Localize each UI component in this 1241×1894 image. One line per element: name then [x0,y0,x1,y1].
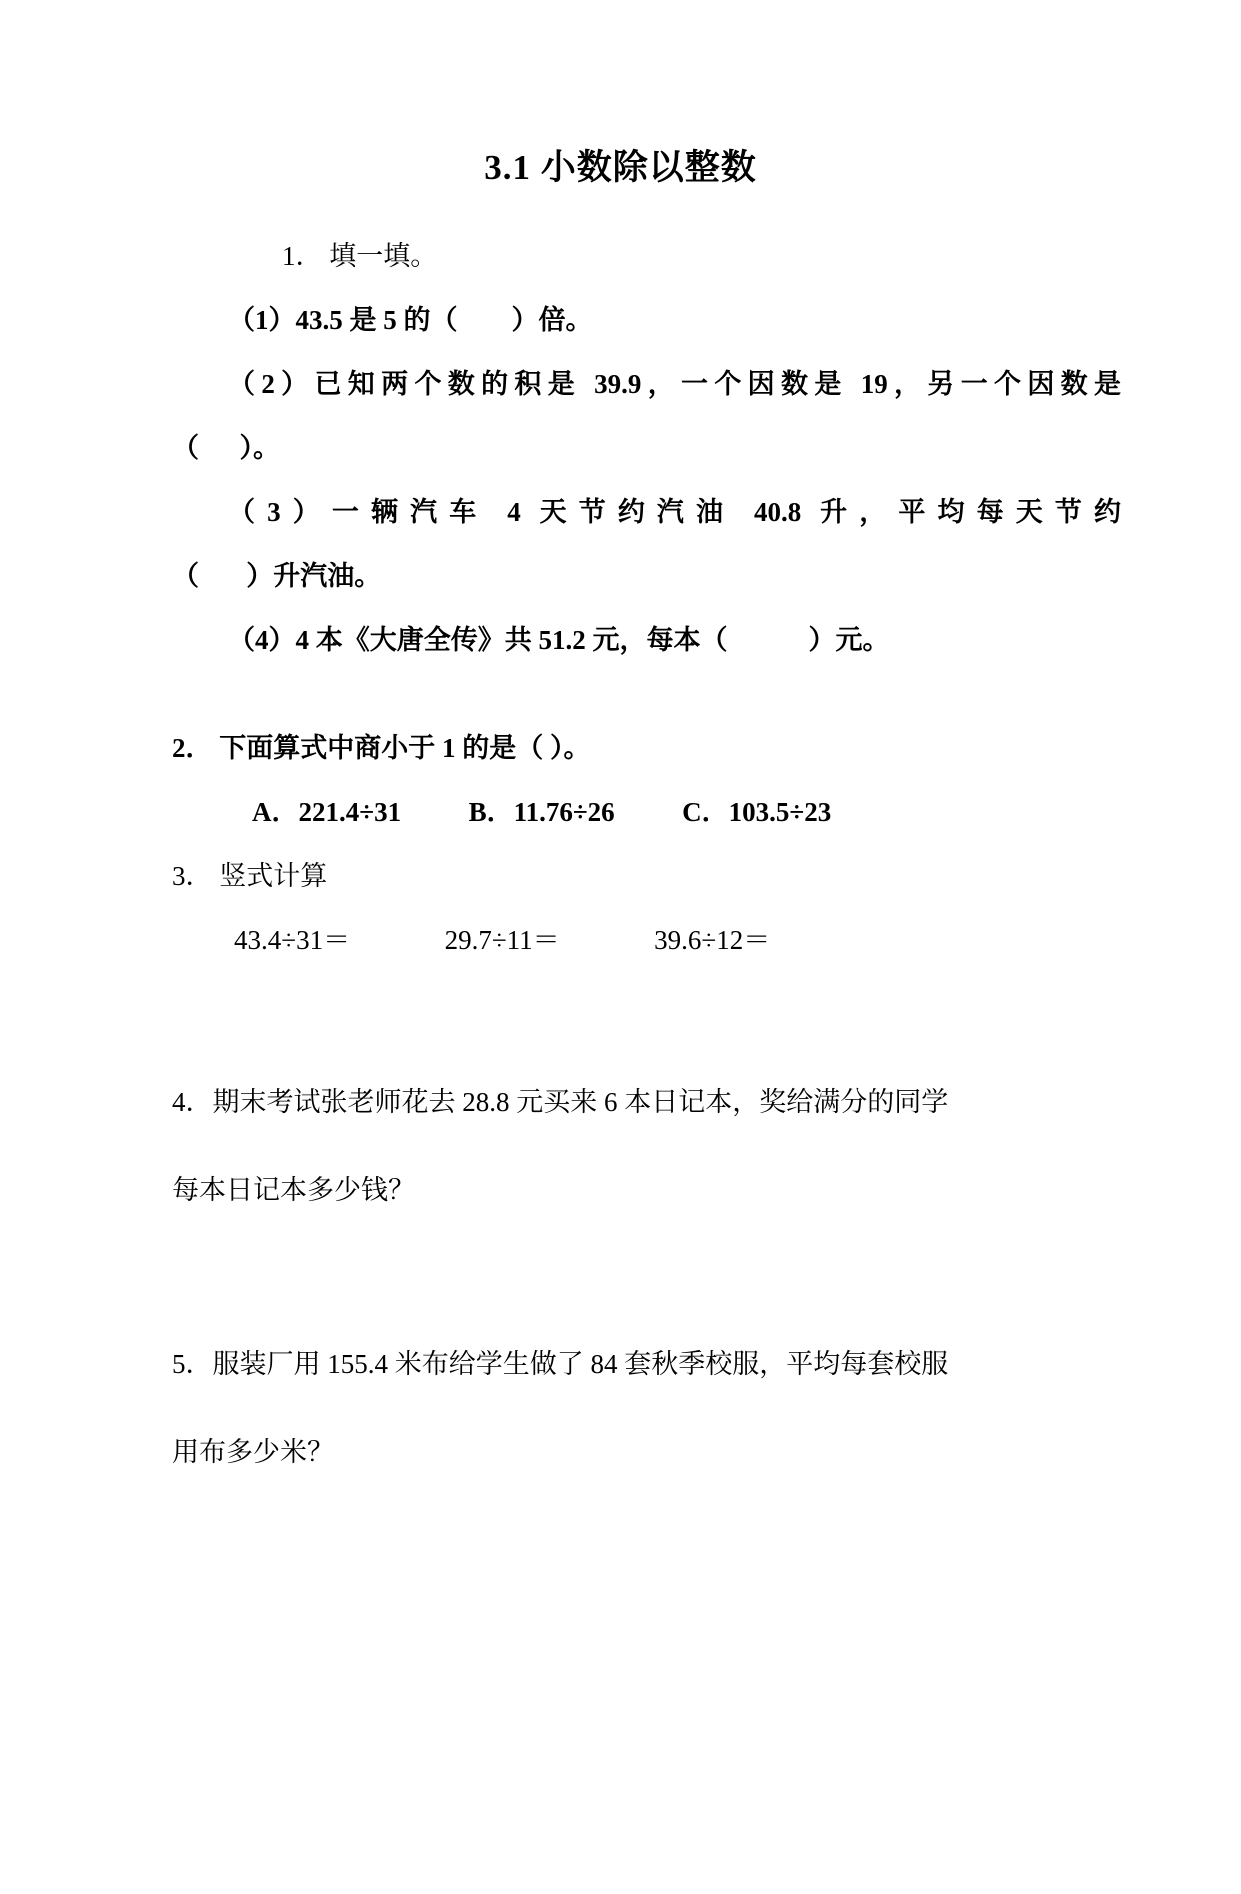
work-space-q3 [172,972,1121,1058]
question-2-stem: 2． 下面算式中商小于 1 的是（ ）。 [172,733,591,763]
document-body [0,224,1241,1496]
question-4-line-1: 4．期末考试张老师花去 28.8 元买来 6 本日记本，奖给满分的同学 [172,1087,949,1117]
question-3-expressions [172,908,1121,972]
question-1-item-2: （2）已知两个数的积是 39.9，一个因数是 19，另一个因数是 [228,369,1121,399]
question-2-option-a: A．221.4÷31 [252,797,402,827]
question-1-item-4: （4）4 本《大唐全传》共 51.2 元，每本（ ）元。 [228,625,890,655]
question-1-label: 1． 填一填。 [282,241,438,271]
question-1-item-2-cont: （ ）。 [172,433,280,463]
question-2-options [172,780,1121,844]
question-1-item-3-cont: （ ）升汽油。 [172,561,382,591]
question-3-expression-2: 29.7÷11＝ [444,925,560,955]
question-3-expression-1: 43.4÷31＝ [234,925,351,955]
question-2-option-c: C．103.5÷23 [682,797,832,827]
question-1-item-1: （1）43.5 是 5 的（ ）倍。 [228,305,593,335]
worksheet-page [0,140,1241,1894]
work-space-q4 [172,1234,1121,1320]
question-3-stem: 3． 竖式计算 [172,861,328,891]
spacer-after-q1 [172,672,1121,716]
question-5-line-2: 用布多少米？ [172,1437,334,1467]
question-1-item-3: （3）一辆汽车 4 天节约汽油 40.8 升，平均每天节约 [228,497,1121,527]
question-5-line-1: 5．服装厂用 155.4 米布给学生做了 84 套秋季校服，平均每套校服 [172,1349,949,1379]
question-2-option-b: B．11.76÷26 [468,797,615,827]
question-4-line-2: 每本日记本多少钱？ [172,1175,415,1205]
page-title: 3.1 小数除以整数 [484,148,757,187]
question-3-expression-3: 39.6÷12＝ [654,925,771,955]
